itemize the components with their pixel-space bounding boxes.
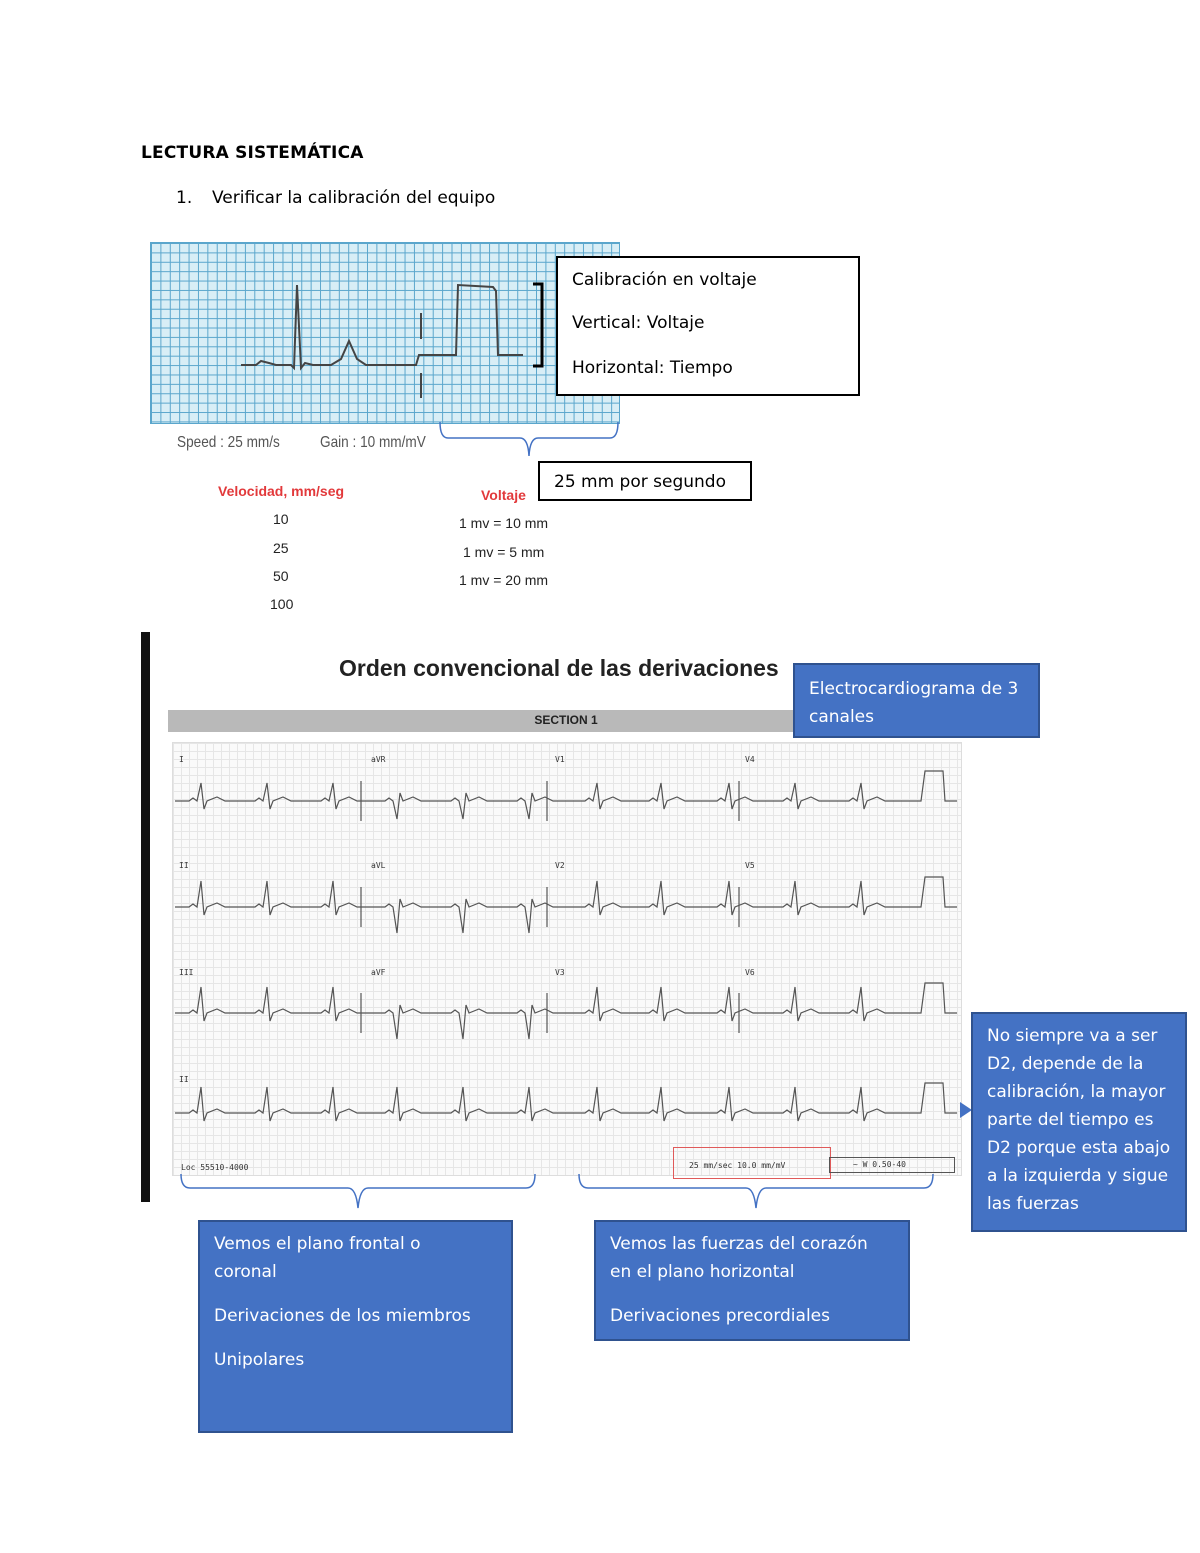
voltage-value: 1 mv = 20 mm bbox=[459, 572, 549, 588]
ecg-footer-filter: ~ W 0.50-40 bbox=[853, 1160, 906, 1169]
ecg-trace-row bbox=[175, 983, 957, 1039]
d2-note-text: No siempre va a ser D2, depende de la calibración, la mayor parte del tiempo es D2 porque esta abajo a la izquierda y sigue las fuerzas bbox=[987, 1026, 1171, 1214]
frontal-line-2: Derivaciones de los miembros bbox=[214, 1306, 471, 1326]
frontal-line-3: Unipolares bbox=[214, 1350, 305, 1370]
document-heading: LECTURA SISTEMÁTICA bbox=[141, 143, 364, 163]
speed-callout bbox=[538, 461, 752, 501]
velocity-value: 10 bbox=[273, 511, 289, 527]
lead-label: aVL bbox=[371, 861, 386, 870]
list-item-text: Verificar la calibración del equipo bbox=[212, 188, 496, 208]
lead-label: V5 bbox=[745, 861, 755, 870]
voltage-header: Voltaje bbox=[481, 487, 526, 503]
lead-label: V1 bbox=[555, 755, 565, 764]
d2-note-callout bbox=[971, 1012, 1187, 1232]
lead-label: I bbox=[179, 755, 184, 764]
calibration-line-2: Vertical: Voltaje bbox=[572, 313, 705, 333]
horizontal-line-1: Vemos las fuerzas del corazón en el plano horizontal bbox=[610, 1234, 868, 1282]
time-bracket bbox=[438, 420, 622, 460]
three-channel-text: Electrocardiograma de 3 canales bbox=[809, 679, 1019, 727]
calibration-line-3: Horizontal: Tiempo bbox=[572, 358, 733, 378]
lead-label: V4 bbox=[745, 755, 755, 764]
twelve-lead-ecg bbox=[172, 742, 962, 1176]
horizontal-line-2: Derivaciones precordiales bbox=[610, 1306, 830, 1326]
lead-label: aVF bbox=[371, 968, 386, 977]
speed-callout-text: 25 mm por segundo bbox=[554, 472, 726, 492]
strip-gain-label: Gain : 10 mm/mV bbox=[320, 434, 426, 451]
strip-speed-label: Speed : 25 mm/s bbox=[177, 434, 280, 451]
lead-label: V2 bbox=[555, 861, 565, 870]
lead-label: aVR bbox=[371, 755, 386, 764]
lead-label: V3 bbox=[555, 968, 565, 977]
lead-label: II bbox=[179, 1075, 189, 1084]
velocity-value: 50 bbox=[273, 568, 289, 584]
frontal-line-1: Vemos el plano frontal o coronal bbox=[214, 1234, 421, 1282]
ecg-trace-row bbox=[175, 877, 957, 933]
ecg-traces bbox=[173, 743, 961, 1175]
lead-label: II bbox=[179, 861, 189, 870]
ecg-footer-loc: Loc 55510-4000 bbox=[181, 1163, 249, 1172]
voltage-bracket bbox=[530, 282, 550, 368]
calibration-callout bbox=[556, 256, 860, 396]
ecg-trace-row bbox=[175, 771, 957, 819]
ecg-title: Orden convencional de las derivaciones bbox=[339, 655, 779, 681]
precordial-leads-bracket bbox=[576, 1172, 940, 1212]
horizontal-plane-callout bbox=[594, 1220, 910, 1341]
left-margin-bar bbox=[141, 632, 150, 1202]
voltage-value: 1 mv = 5 mm bbox=[463, 544, 545, 560]
calibration-line-1: Calibración en voltaje bbox=[572, 270, 757, 290]
ecg-trace-row bbox=[175, 1083, 957, 1121]
lead-label: V6 bbox=[745, 968, 755, 977]
limb-leads-bracket bbox=[178, 1172, 542, 1212]
ecg-footer-speed: 25 mm/sec 10.0 mm/mV bbox=[689, 1161, 786, 1170]
list-number: 1. bbox=[176, 188, 193, 208]
three-channel-callout bbox=[793, 663, 1040, 738]
velocity-header: Velocidad, mm/seg bbox=[218, 483, 345, 499]
velocity-value: 100 bbox=[270, 596, 294, 612]
voltage-value: 1 mv = 10 mm bbox=[459, 515, 549, 531]
lead-label: III bbox=[179, 968, 194, 977]
section-label: SECTION 1 bbox=[534, 713, 598, 727]
velocity-value: 25 bbox=[273, 540, 289, 556]
frontal-plane-callout bbox=[198, 1220, 513, 1433]
